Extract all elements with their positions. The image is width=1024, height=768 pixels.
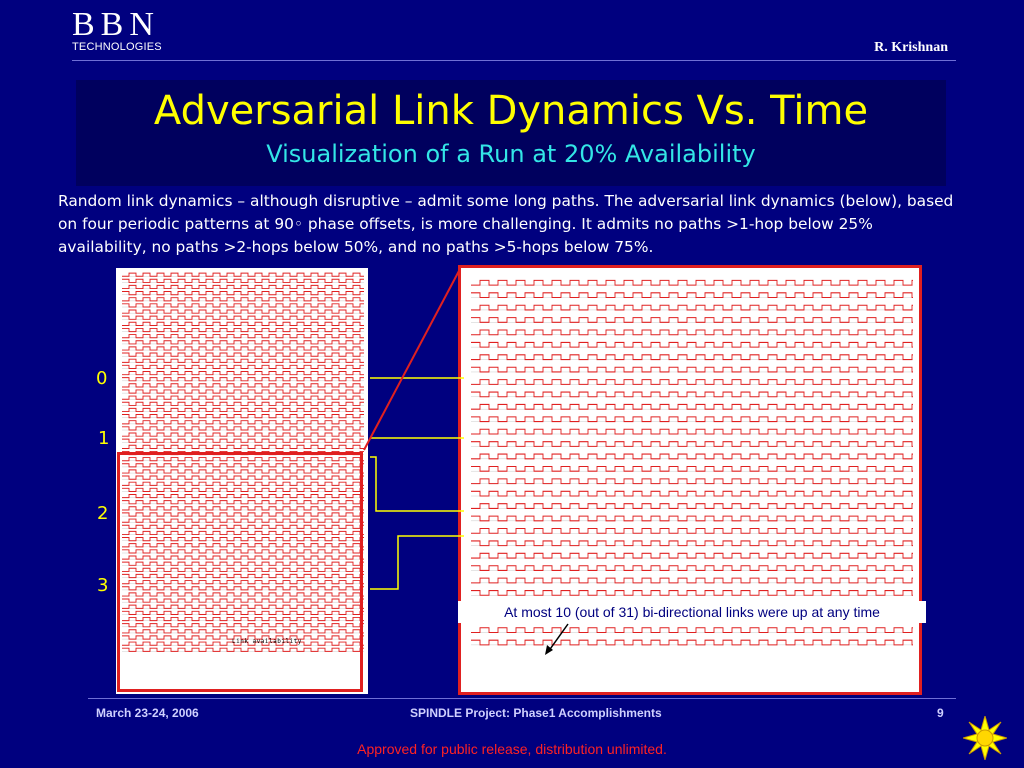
link-trace: [471, 640, 913, 645]
link-trace: [471, 578, 913, 583]
link-trace: [471, 479, 913, 484]
footer-project: SPINDLE Project: Phase1 Accomplishments: [410, 706, 662, 720]
link-trace: [122, 396, 364, 399]
link-trace: [471, 591, 913, 596]
connector-2: [370, 457, 464, 511]
link-trace: [122, 415, 364, 418]
link-trace: [471, 367, 913, 372]
footer-date: March 23-24, 2006: [96, 706, 199, 720]
link-trace: [122, 371, 364, 374]
link-trace: [122, 402, 364, 405]
link-trace: [122, 433, 364, 436]
link-trace: [471, 566, 913, 571]
link-trace: [122, 439, 364, 442]
zoomed-panel: [458, 265, 922, 695]
link-trace: [471, 417, 913, 422]
logo-subtitle: TECHNOLOGIES: [72, 41, 162, 53]
bbn-logo: [72, 8, 162, 53]
sun-icon: [963, 716, 1007, 760]
link-trace: [122, 347, 364, 350]
link-trace: [122, 384, 364, 387]
link-trace: [471, 305, 913, 310]
release-notice: Approved for public release, distribution unlimited.: [357, 741, 667, 757]
link-trace: [471, 330, 913, 335]
link-trace: [471, 491, 913, 496]
link-trace: [471, 318, 913, 323]
link-trace: [122, 292, 364, 295]
link-trace: [471, 429, 913, 434]
link-trace: [122, 353, 364, 356]
link-trace: [122, 273, 364, 276]
figure-caption: At most 10 (out of 31) bi-directional links were up at any time: [458, 601, 926, 623]
connector-3: [370, 536, 464, 589]
link-trace: [122, 285, 364, 288]
link-trace: [122, 328, 364, 331]
slide-subtitle: Visualization of a Run at 20% Availability: [266, 140, 756, 168]
link-trace: [122, 365, 364, 368]
link-trace: [471, 280, 913, 285]
link-trace: [122, 445, 364, 448]
page-number: 9: [937, 706, 944, 720]
link-trace: [471, 392, 913, 397]
link-trace: [471, 293, 913, 298]
link-trace: [471, 628, 913, 633]
link-trace: [471, 342, 913, 347]
header-divider: [72, 60, 956, 61]
link-trace: [471, 442, 913, 447]
link-trace: [471, 404, 913, 409]
link-trace: [471, 529, 913, 534]
link-trace: [122, 304, 364, 307]
slide-body-text: Random link dynamics – although disruptive – admit some long paths. The adversarial link dynamics (below), based on four periodic patterns at 90◦ phase offsets, is more challenging. It admits no paths >1-hop below 25% availability, no paths >2-hops below 50%, and no paths >5-hops below 75%.: [58, 192, 954, 256]
phase-label-3: 3: [97, 575, 109, 596]
zoom-region-highlight: [117, 452, 363, 692]
link-trace: [122, 279, 364, 282]
phase-label-1: 1: [98, 428, 110, 449]
link-trace: [122, 335, 364, 338]
link-trace: [122, 408, 364, 411]
link-trace: [471, 553, 913, 558]
logo-letters: BBN: [72, 6, 160, 43]
link-trace: [122, 427, 364, 430]
zoomed-traces: [461, 268, 919, 692]
link-trace: [122, 298, 364, 301]
link-trace: [471, 504, 913, 509]
link-trace: [471, 541, 913, 546]
link-trace: [122, 359, 364, 362]
link-trace: [122, 341, 364, 344]
link-trace: [122, 310, 364, 313]
link-trace: [471, 454, 913, 459]
phase-label-2: 2: [97, 503, 109, 524]
link-trace: [122, 322, 364, 325]
phase-label-0: 0: [96, 368, 108, 389]
link-availability-label: Link availability: [232, 638, 302, 645]
link-trace: [471, 355, 913, 360]
link-trace: [122, 378, 364, 381]
title-box: [76, 80, 946, 186]
link-trace: [122, 316, 364, 319]
footer-divider: [88, 698, 956, 699]
link-trace: [471, 466, 913, 471]
zoom-guide-line: [364, 269, 460, 450]
slide-title: Adversarial Link Dynamics Vs. Time: [153, 88, 869, 134]
link-trace: [122, 390, 364, 393]
link-trace: [122, 421, 364, 424]
link-trace: [471, 380, 913, 385]
author-name: R. Krishnan: [874, 40, 948, 55]
link-trace: [471, 516, 913, 521]
